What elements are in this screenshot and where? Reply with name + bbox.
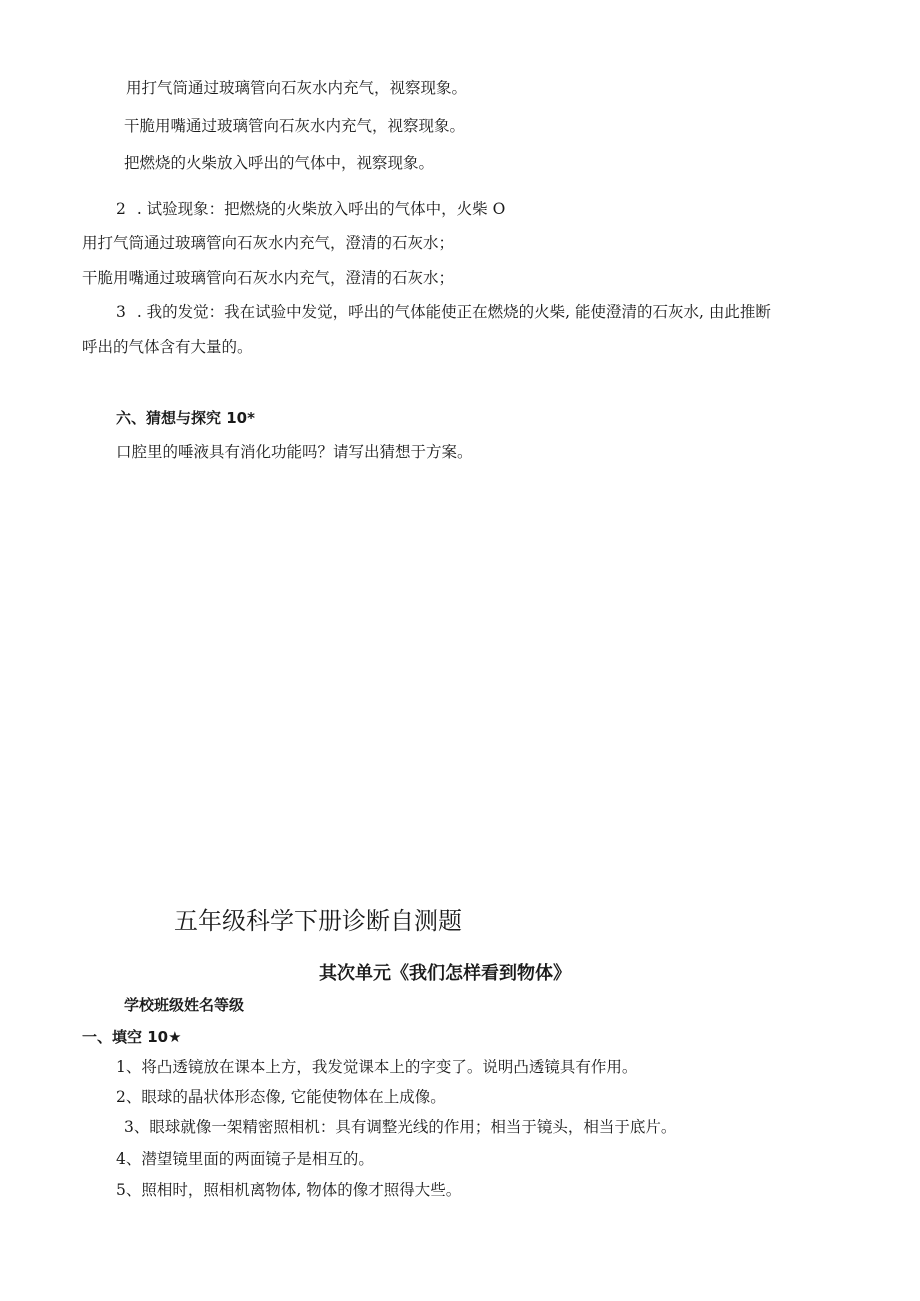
fill-item-3: 3、眼球就像一架精密照相机：具有调整光线的作用；相当于镜头，相当于底片。 xyxy=(124,1118,677,1136)
fill-item-2: 2、眼球的晶状体形态像, 它能使物体在上成像。 xyxy=(116,1088,446,1106)
question-2-line-2: 用打气筒通过玻璃管向石灰水内充气，澄清的石灰水； xyxy=(82,234,455,252)
section-1-title: 一、填空 10★ xyxy=(82,1028,182,1046)
question-2-line-3: 干脆用嘴通过玻璃管向石灰水内充气，澄清的石灰水； xyxy=(82,269,455,287)
question-2-number: 2 xyxy=(116,200,126,218)
unit-subtitle: 其次单元《我们怎样看到物体》 xyxy=(319,963,571,984)
step-1: 用打气筒通过玻璃管向石灰水内充气，视察现象。 xyxy=(126,79,468,97)
info-line: 学校班级姓名等级 xyxy=(124,996,245,1014)
fill-item-5: 5、照相时，照相机离物体, 物体的像才照得大些。 xyxy=(116,1181,462,1199)
question-3-text: . 我的发觉：我在试验中发觉，呼出的气体能使正在燃烧的火柴, 能使澄清的石灰水, 由此推断 xyxy=(136,303,771,321)
section-6-title: 六、猜想与探究 10* xyxy=(116,409,255,427)
fill-item-1: 1、将凸透镜放在课本上方，我发觉课本上的字变了。说明凸透镜具有作用。 xyxy=(116,1058,638,1076)
step-2: 干脆用嘴通过玻璃管向石灰水内充气，视察现象。 xyxy=(124,117,466,135)
question-3 xyxy=(116,302,771,322)
question-2 xyxy=(116,199,505,219)
fill-item-4: 4、潜望镜里面的两面镜子是相互的。 xyxy=(116,1150,374,1168)
section-6-question: 口腔里的唾液具有消化功能吗？请写出猜想于方案。 xyxy=(116,443,473,461)
step-3: 把燃烧的火柴放入呼出的气体中，视察现象。 xyxy=(124,154,435,172)
question-2-text: . 试验现象：把燃烧的火柴放入呼出的气体中，火柴 O xyxy=(136,200,506,218)
question-3-line-2: 呼出的气体含有大量的。 xyxy=(82,338,253,356)
page-title: 五年级科学下册诊断自测题 xyxy=(174,907,462,935)
question-3-number: 3 xyxy=(116,303,126,321)
